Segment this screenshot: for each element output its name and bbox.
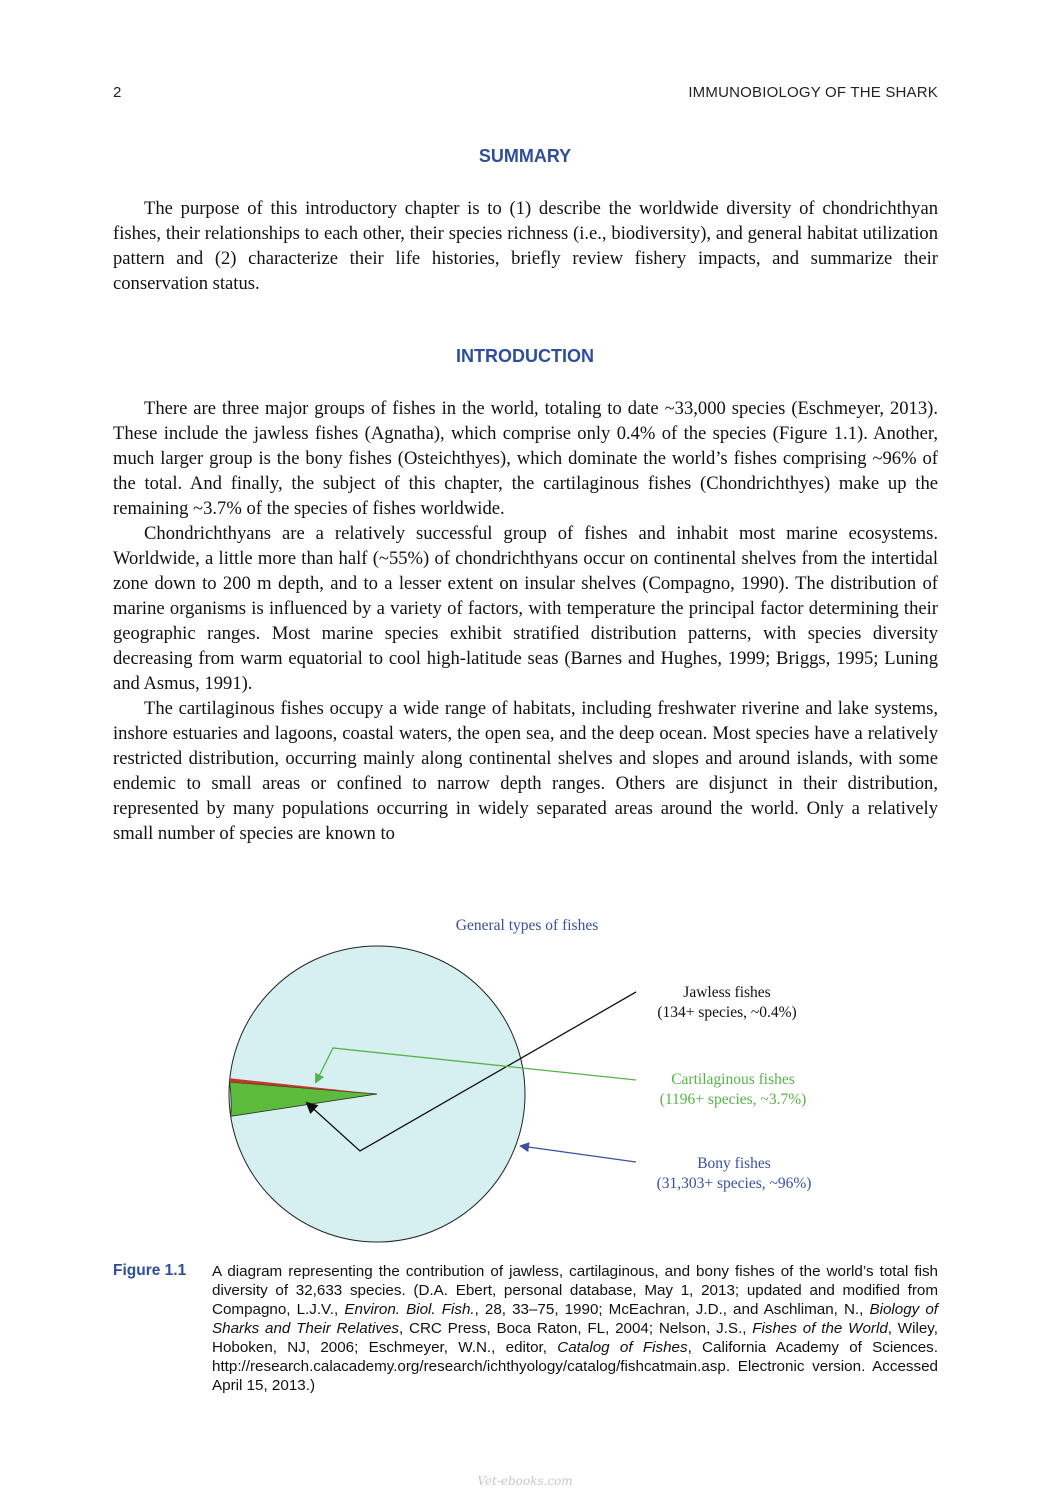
running-head: IMMUNOBIOLOGY OF THE SHARK <box>688 84 938 101</box>
intro-paragraph-3: The cartilaginous fishes occupy a wide range of habitats, including freshwater riverine and lake systems, inshore estuaries and lagoons, coastal waters, the open sea, and the deep ocean. Most species have a relatively restricted distribution, occurring mainly along continental shelves and slopes and around islands, with some endemic to small areas or confined to narrow depth ranges. Others are disjunct in their distribution, represented by many populations occurring in widely separated areas around the world. Only a relatively small number of species are known to <box>113 698 938 844</box>
summary-body <box>113 196 938 296</box>
jawless-detail: (134+ species, ~0.4%) <box>657 1004 797 1021</box>
cartilaginous-label: Cartilaginous fishes <box>671 1071 795 1088</box>
jawless-label: Jawless fishes <box>683 984 771 1001</box>
figure-caption-label: Figure 1.1 <box>113 1262 187 1279</box>
introduction-heading: INTRODUCTION <box>456 346 594 366</box>
fish-types-pie-figure <box>0 900 1050 1250</box>
introduction-body <box>113 396 938 846</box>
bony-leader-line <box>521 1146 636 1162</box>
caption-italic-4: Catalog of Fishes <box>557 1339 688 1356</box>
caption-part-1: A diagram representing the contribution of jawless, cartilaginous, and bony fishes of the world’s total fish diversity of 32,633 species. (D.A. Ebert, personal database, May 1, 2013; updated and modified from Compagno, L.J.V., <box>212 1263 938 1318</box>
caption-italic-3: Fishes of the World <box>752 1320 888 1337</box>
bony-label: Bony fishes <box>697 1155 771 1172</box>
intro-paragraph-2: Chondrichthyans are a relatively successful group of fishes and inhabit most marine ecosystems. Worldwide, a little more than half (~55%) of chondrichthyans occur on continental shelves from the intertidal zone down to 200 m depth, and to a lesser extent on insular shelves (Compagno, 1990). The distribution of marine organisms is influenced by a variety of factors, with temperature the principal factor determining their geographic ranges. Most marine species exhibit stratified distribution patterns, with species diversity decreasing from warm equatorial to cool high-latitude seas (Barnes and Hughes, 1999; Briggs, 1995; Luning and Asmus, 1991). <box>113 523 938 694</box>
caption-part-4: , Wiley, Hoboken, NJ, 2006; Eschmeyer, W.N., editor, <box>212 1320 938 1356</box>
caption-part-5: , California Academy of Sciences. http://research.calacademy.org/research/ichthyology/catalog/fishcatmain.asp. Electronic version. Accessed April 15, 2013.) <box>212 1339 938 1394</box>
bony-detail: (31,303+ species, ~96%) <box>656 1175 812 1192</box>
page-number: 2 <box>113 84 122 101</box>
caption-italic-1: Environ. Biol. Fish. <box>344 1301 475 1318</box>
caption-part-3: , CRC Press, Boca Raton, FL, 2004; Nelson, J.S., <box>398 1320 753 1337</box>
cartilaginous-detail: (1196+ species, ~3.7%) <box>659 1091 807 1108</box>
caption-part-2: , 28, 33–75, 1990; McEachran, J.D., and Aschliman, N., <box>474 1301 870 1318</box>
watermark-logo: Vet-ebooks.com <box>477 1474 573 1488</box>
intro-paragraph-1: There are three major groups of fishes in the world, totaling to date ~33,000 species (Eschmeyer, 2013). These include the jawless fishes (Agnatha), which comprise only 0.4% of the species (Figure 1.1). Another, much larger group is the bony fishes (Osteichthyes), which dominate the world’s fishes comprising ~96% of the total. And finally, the subject of this chapter, the cartilaginous fishes (Chondrichthyes) make up the remaining ~3.7% of the species of fishes worldwide. <box>113 398 938 519</box>
figure-title: General types of fishes <box>455 917 599 934</box>
summary-paragraph: The purpose of this introductory chapter is to (1) describe the worldwide diversity of chondrichthyan fishes, their relationships to each other, their species richness (i.e., biodiversity), and general habitat utilization pattern and (2) characterize their life histories, briefly review fishery impacts, and summarize their conservation status. <box>113 198 938 294</box>
caption-italic-2: Biology of Sharks and Their Relatives <box>212 1301 938 1337</box>
figure-caption <box>212 1262 938 1395</box>
summary-heading: SUMMARY <box>478 146 572 166</box>
